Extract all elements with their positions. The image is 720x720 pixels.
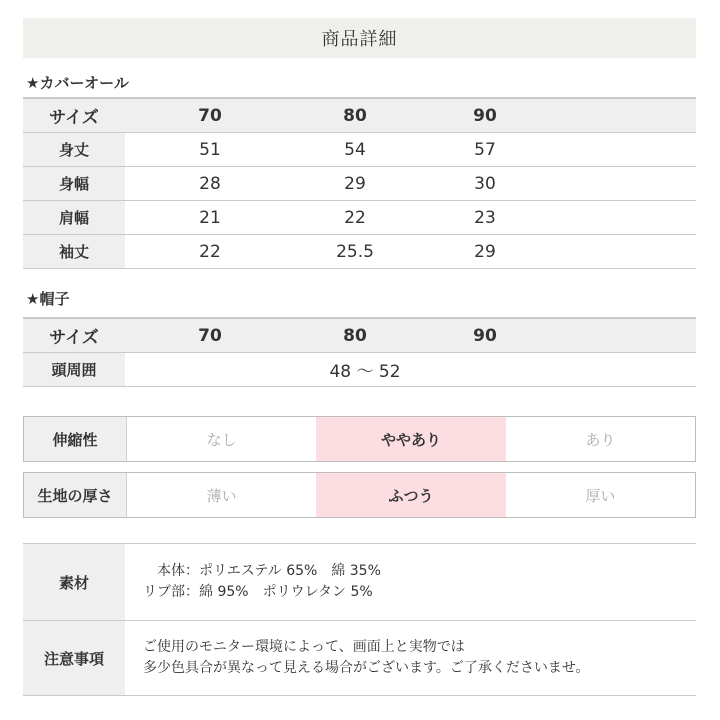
stretch-option-some: ややあり — [316, 417, 505, 461]
size-value: 80 — [295, 98, 415, 133]
stretch-label: 伸縮性 — [24, 417, 127, 461]
hat-size-row — [23, 318, 696, 353]
row-label: サイズ — [23, 318, 125, 353]
cell-value: 23 — [415, 201, 555, 235]
row-label: 肩幅 — [23, 201, 125, 235]
stretch-scale — [23, 416, 696, 462]
cell-value: 25.5 — [295, 235, 415, 269]
table-row — [23, 353, 696, 387]
notes-label: 注意事項 — [23, 621, 125, 696]
row-label: 頭周囲 — [23, 353, 125, 387]
stretch-option-none: なし — [206, 430, 237, 449]
cell-value: 51 — [125, 133, 295, 167]
cell-value: 54 — [295, 133, 415, 167]
table-row — [23, 167, 696, 201]
material-line: リブ部：綿 95% ポリウレタン 5% — [143, 584, 373, 600]
cell-value: 21 — [125, 201, 295, 235]
size-value: 90 — [415, 98, 555, 133]
cell-value: 22 — [125, 235, 295, 269]
cell-value: 29 — [295, 167, 415, 201]
stretch-option-yes: あり — [585, 430, 616, 449]
material-row — [23, 544, 696, 621]
material-line: 本体：ポリエステル 65% 綿 35% — [157, 563, 381, 579]
row-label: サイズ — [23, 98, 125, 133]
row-label: 身丈 — [23, 133, 125, 167]
size-value: 80 — [295, 318, 415, 353]
size-value: 90 — [415, 318, 555, 353]
cell-value: 22 — [295, 201, 415, 235]
notes-line: 多少色具合が異なって見える場合がございます。ご了承くださいませ。 — [143, 660, 590, 676]
page-title: 商品詳細 — [23, 18, 696, 58]
info-table — [23, 543, 696, 696]
cell-value: 28 — [125, 167, 295, 201]
table-row — [23, 133, 696, 167]
material-label: 素材 — [23, 544, 125, 621]
notes-value — [125, 621, 696, 696]
row-label: 身幅 — [23, 167, 125, 201]
size-value: 70 — [125, 98, 295, 133]
material-value — [125, 544, 696, 621]
table-row — [23, 235, 696, 269]
coverall-size-row — [23, 98, 696, 133]
thickness-option-thick: 厚い — [585, 486, 616, 505]
cell-value: 57 — [415, 133, 555, 167]
hat-section-title: ★帽子 — [26, 290, 70, 308]
hat-size-table — [23, 317, 696, 387]
size-value: 70 — [125, 318, 295, 353]
coverall-section-title: ★カバーオール — [26, 74, 129, 92]
thickness-scale — [23, 472, 696, 518]
cell-value: 30 — [415, 167, 555, 201]
table-row — [23, 201, 696, 235]
thickness-label: 生地の厚さ — [24, 473, 127, 517]
thickness-option-normal: ふつう — [316, 473, 505, 517]
thickness-option-thin: 薄い — [206, 486, 237, 505]
row-label: 袖丈 — [23, 235, 125, 269]
notes-line: ご使用のモニター環境によって、画面上と実物では — [143, 639, 465, 655]
coverall-size-table — [23, 97, 696, 269]
head-circumference-value: 48 ～ 52 — [125, 353, 555, 387]
cell-value: 29 — [415, 235, 555, 269]
notes-row — [23, 621, 696, 696]
